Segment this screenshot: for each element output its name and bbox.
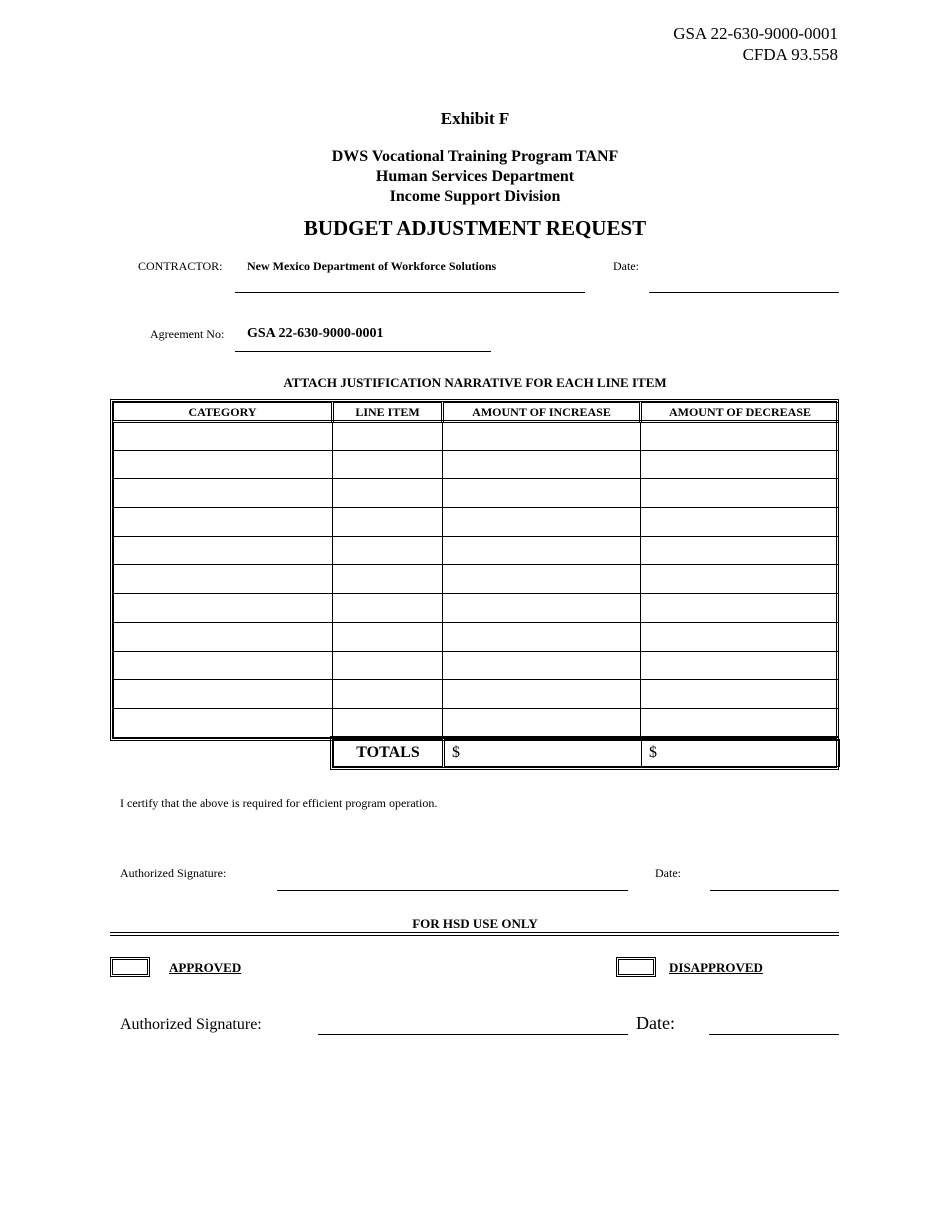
approved-checkbox[interactable] (110, 957, 150, 977)
signature-date-label: Date: (655, 866, 681, 880)
category-cell[interactable] (114, 708, 333, 737)
certification-text: I certify that the above is required for efficient program operation. (120, 796, 438, 810)
contractor-field[interactable] (235, 292, 585, 293)
amount-increase-cell[interactable] (443, 565, 641, 594)
amount-increase-cell[interactable] (443, 708, 641, 737)
increase-total-cell[interactable]: $ (444, 740, 642, 767)
category-cell[interactable] (114, 450, 333, 479)
amount-decrease-cell[interactable] (641, 422, 839, 451)
disapproved-checkbox[interactable] (616, 957, 656, 977)
category-cell[interactable] (114, 479, 333, 508)
hsd-signature-label: Authorized Signature: (120, 1016, 262, 1033)
amount-increase-cell[interactable] (443, 536, 641, 565)
category-cell[interactable] (114, 651, 333, 680)
table-row (114, 622, 839, 651)
table-row (114, 594, 839, 623)
justification-instruction: ATTACH JUSTIFICATION NARRATIVE FOR EACH LINE ITEM (283, 375, 667, 390)
table-row (114, 450, 839, 479)
program-name: DWS Vocational Training Program TANF (331, 148, 619, 165)
amount-decrease-cell[interactable] (641, 680, 839, 709)
table-row (114, 422, 839, 451)
contractor-date-field[interactable] (649, 292, 839, 293)
table-row (114, 565, 839, 594)
line-item-cell[interactable] (333, 680, 443, 709)
amount-decrease-cell[interactable] (641, 708, 839, 737)
amount-increase-cell[interactable] (443, 594, 641, 623)
category-cell[interactable] (114, 422, 333, 451)
category-cell[interactable] (114, 594, 333, 623)
column-header-line-item: LINE ITEM (333, 403, 443, 422)
table-row (114, 536, 839, 565)
approved-label: APPROVED (169, 960, 242, 975)
agreement-field[interactable] (235, 351, 491, 352)
amount-decrease-cell[interactable] (641, 594, 839, 623)
line-item-cell[interactable] (333, 565, 443, 594)
category-cell[interactable] (114, 508, 333, 537)
line-item-cell[interactable] (333, 651, 443, 680)
category-cell[interactable] (114, 622, 333, 651)
department-name: Human Services Department (375, 168, 575, 185)
line-items-table (110, 399, 839, 741)
line-item-cell[interactable] (333, 594, 443, 623)
agreement-value: GSA 22-630-9000-0001 (247, 326, 384, 341)
hsd-use-heading: FOR HSD USE ONLY (412, 916, 538, 931)
amount-decrease-cell[interactable] (641, 450, 839, 479)
authorized-signature-field[interactable] (277, 890, 628, 891)
amount-decrease-cell[interactable] (641, 651, 839, 680)
contractor-label: CONTRACTOR: (138, 259, 223, 273)
amount-increase-cell[interactable] (443, 479, 641, 508)
table-row (114, 680, 839, 709)
amount-increase-cell[interactable] (443, 450, 641, 479)
program-block (0, 147, 950, 207)
amount-decrease-cell[interactable] (641, 479, 839, 508)
signature-date-field[interactable] (710, 890, 839, 891)
amount-decrease-cell[interactable] (641, 622, 839, 651)
division-name: Income Support Division (389, 188, 561, 205)
category-cell[interactable] (114, 565, 333, 594)
cfda-reference: CFDA 93.558 (742, 45, 838, 64)
table-row (114, 651, 839, 680)
hsd-divider (110, 932, 839, 936)
amount-increase-cell[interactable] (443, 622, 641, 651)
hsd-date-label: Date: (636, 1013, 675, 1033)
column-header-amount-decrease: AMOUNT OF DECREASE (641, 403, 839, 422)
table-row (114, 508, 839, 537)
contractor-value: New Mexico Department of Workforce Solutions (247, 259, 497, 273)
column-header-category: CATEGORY (114, 403, 333, 422)
category-cell[interactable] (114, 680, 333, 709)
document-reference (673, 23, 838, 65)
decrease-total-cell[interactable]: $ (642, 740, 840, 767)
agreement-label: Agreement No: (150, 327, 225, 341)
contract-reference: GSA 22-630-9000-0001 (673, 24, 838, 43)
amount-decrease-cell[interactable] (641, 536, 839, 565)
table-row (114, 479, 839, 508)
table-row (114, 708, 839, 737)
category-cell[interactable] (114, 536, 333, 565)
totals-table (330, 736, 839, 770)
hsd-signature-field[interactable] (318, 1034, 628, 1035)
amount-increase-cell[interactable] (443, 651, 641, 680)
line-item-cell[interactable] (333, 622, 443, 651)
line-item-cell[interactable] (333, 479, 443, 508)
line-item-cell[interactable] (333, 450, 443, 479)
line-item-cell[interactable] (333, 508, 443, 537)
line-item-cell[interactable] (333, 422, 443, 451)
table-header-row (114, 403, 839, 422)
totals-label: TOTALS (334, 740, 444, 767)
amount-increase-cell[interactable] (443, 508, 641, 537)
amount-decrease-cell[interactable] (641, 508, 839, 537)
hsd-date-field[interactable] (709, 1034, 839, 1035)
exhibit-label: Exhibit F (440, 109, 510, 128)
page-title: BUDGET ADJUSTMENT REQUEST (303, 216, 647, 240)
amount-decrease-cell[interactable] (641, 565, 839, 594)
column-header-amount-increase: AMOUNT OF INCREASE (443, 403, 641, 422)
totals-row (334, 740, 840, 767)
amount-increase-cell[interactable] (443, 680, 641, 709)
contractor-date-label: Date: (613, 259, 639, 273)
disapproved-label: DISAPPROVED (669, 960, 763, 975)
line-item-cell[interactable] (333, 536, 443, 565)
line-item-cell[interactable] (333, 708, 443, 737)
authorized-signature-label: Authorized Signature: (120, 866, 227, 880)
amount-increase-cell[interactable] (443, 422, 641, 451)
